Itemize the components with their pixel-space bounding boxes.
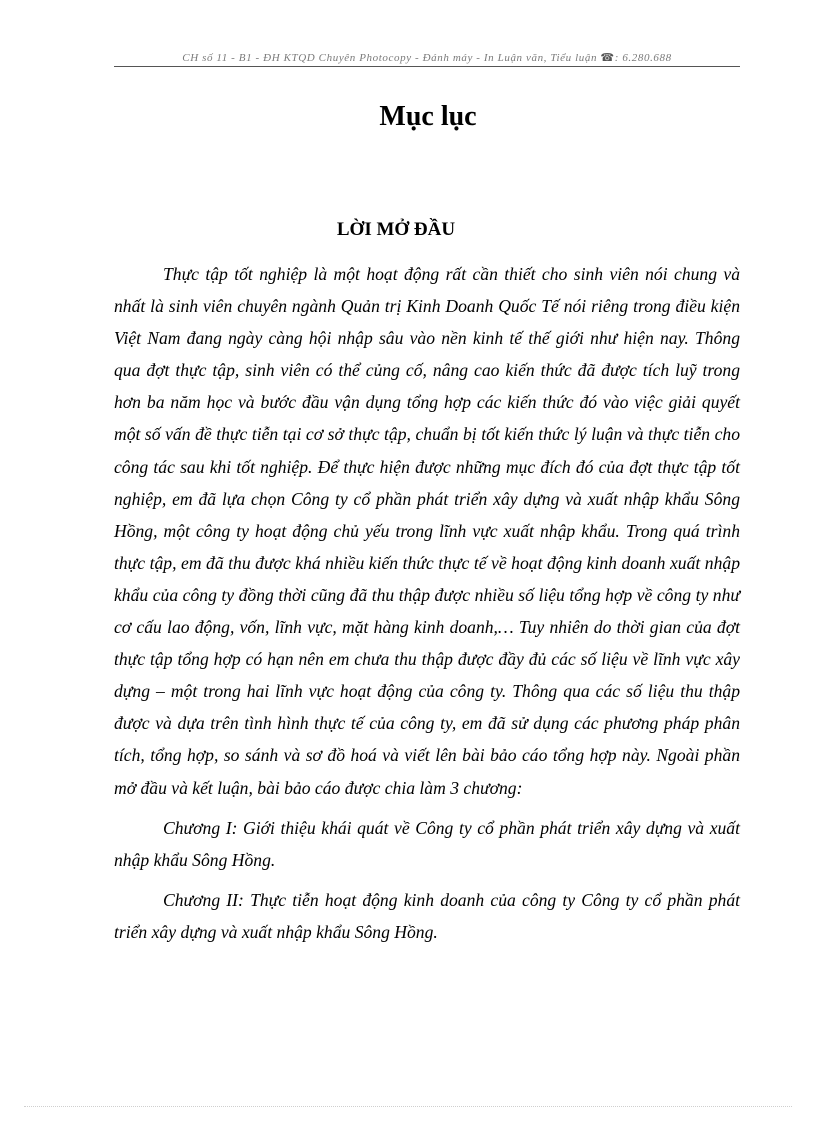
page-bottom-divider [24, 1106, 792, 1107]
section-heading: LỜI MỞ ĐẦU [336, 219, 456, 240]
chapter-1-paragraph: Chương I: Giới thiệu khái quát về Công ty cổ phần phát triển xây dựng và xuất nhập khẩu Sông Hồng. [114, 817, 740, 870]
page-title: Mục lục [379, 101, 477, 132]
phone-icon: ☎ [600, 52, 615, 64]
intro-paragraph: Thực tập tốt nghiệp là một hoạt động rất cần thiết cho sinh viên nói chung và nhất là sinh viên chuyên ngành Quản trị Kinh Doanh Quốc Tế nói riêng trong điều kiện Việt Nam đang ngày càng hội nhập sâu vào nền kinh tế thế giới như hiện nay. Thông qua đợt thực tập, sinh viên có thể củng cố, nâng cao kiến thức đã được tích luỹ trong hơn ba năm học và bước đầu vận dụng tổng hợp các kiến thức đó vào việc giải quyết một số vấn đề thực tiễn tại cơ sở thực tập, chuẩn bị tốt kiến thức lý luận và thực tiễn cho công tác sau khi tốt nghiệp. Để thực hiện được những mục đích đó của đợt thực tập tốt nghiệp, em đã lựa chọn Công ty cổ phần phát triển xây dựng và xuất nhập khẩu Sông Hồng, một công ty hoạt động chủ yếu trong lĩnh vực xuất nhập khẩu. Trong quá trình thực tập, em đã thu được khá nhiều kiến thức thực tế về hoạt động kinh doanh xuất nhập khẩu của công ty đồng thời cũng đã thu thập được nhiều số liệu tổng hợp về công ty như cơ cấu lao động, vốn, lĩnh vực, mặt hàng kinh doanh,… Tuy nhiên do thời gian của đợt thực tập tổng hợp có hạn nên em chưa thu thập được đầy đủ các số liệu về lĩnh vực xây dựng – một trong hai lĩnh vực hoạt động của công ty. Thông qua các số liệu thu thập được và dựa trên tình hình thực tế của công ty, em đã sử dụng các phương pháp phân tích, tổng hợp, so sánh và sơ đồ hoá và viết lên bài bảo cáo tổng hợp này. Ngoài phần mở đầu và kết luận, bài bảo cáo được chia làm 3 chương: [114, 264, 740, 798]
header-divider [114, 66, 740, 67]
chapter-2-paragraph: Chương II: Thực tiễn hoạt động kinh doanh của công ty Công ty cổ phần phát triển xây dựng và xuất nhập khẩu Sông Hồng. [114, 889, 740, 942]
header-phone-number: : 6.280.688 [614, 52, 672, 64]
header-text: CH số 11 - B1 - ĐH KTQD Chuyên Photocopy - Đánh máy - In Luận văn, Tiểu luận [182, 52, 598, 64]
page-header [114, 51, 740, 65]
body-text [114, 258, 740, 948]
